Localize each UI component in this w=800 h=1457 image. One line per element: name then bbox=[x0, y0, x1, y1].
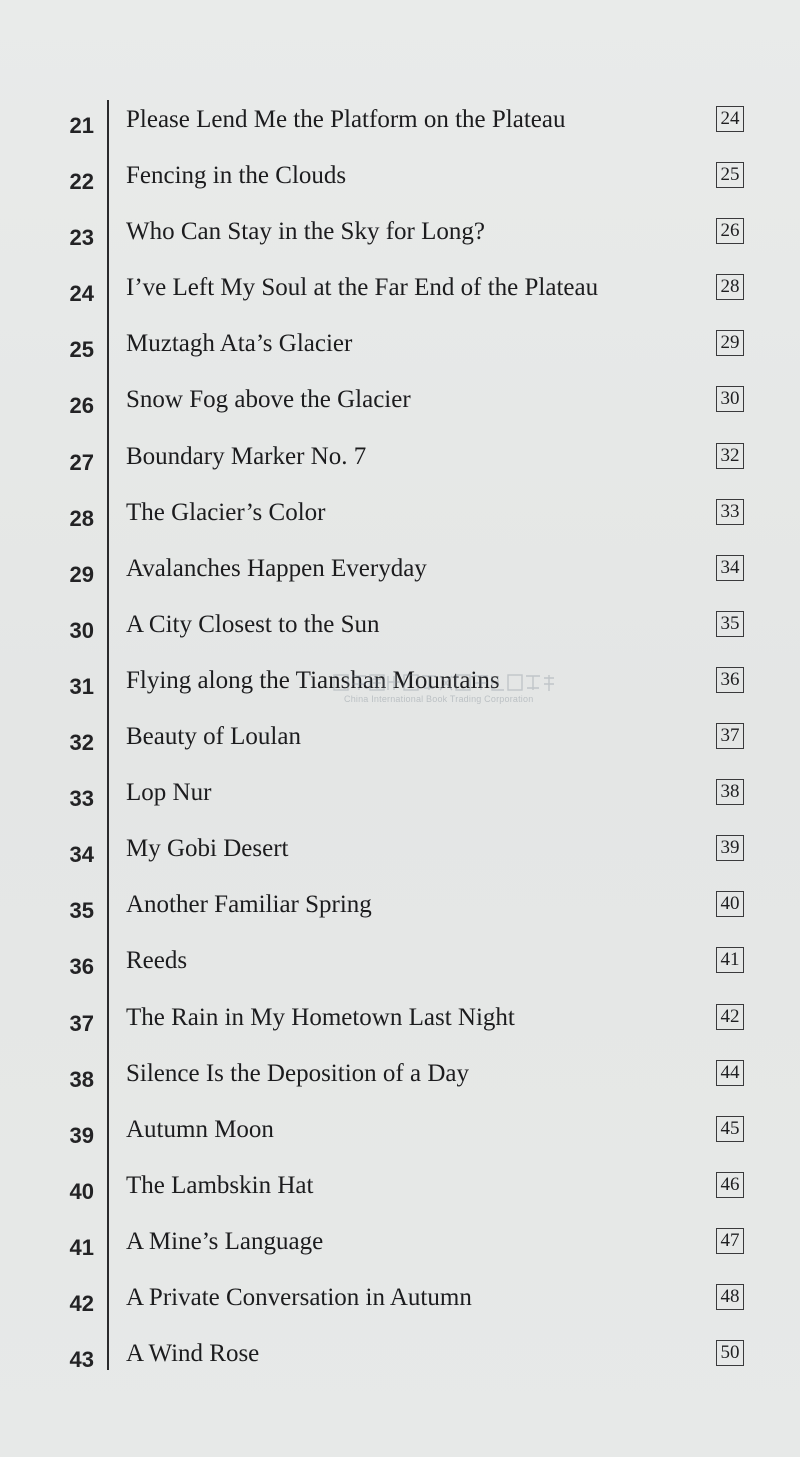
entry-number: 27 bbox=[69, 449, 94, 475]
entry-page-number: 37 bbox=[716, 723, 744, 749]
entry-number: 33 bbox=[69, 786, 94, 812]
entry-title[interactable]: Silence Is the Deposition of a Day bbox=[126, 1059, 469, 1087]
entry-number: 30 bbox=[69, 617, 94, 643]
entry-page-number: 25 bbox=[716, 162, 744, 188]
entry-number: 41 bbox=[69, 1234, 94, 1260]
table-of-contents bbox=[0, 98, 800, 1388]
entry-title[interactable]: The Glacier’s Color bbox=[126, 498, 326, 526]
entry-title[interactable]: A City Closest to the Sun bbox=[126, 610, 380, 638]
entry-page-number: 50 bbox=[716, 1340, 744, 1366]
entry-page-number: 42 bbox=[716, 1004, 744, 1030]
toc-entry[interactable] bbox=[0, 1332, 800, 1388]
entry-page-number: 38 bbox=[716, 779, 744, 805]
entry-page-number: 41 bbox=[716, 947, 744, 973]
entry-number: 36 bbox=[69, 954, 94, 980]
entry-title[interactable]: Who Can Stay in the Sky for Long? bbox=[126, 218, 485, 246]
entry-page-number: 40 bbox=[716, 891, 744, 917]
entry-page-number: 35 bbox=[716, 611, 744, 637]
entry-title[interactable]: Avalanches Happen Everyday bbox=[126, 554, 427, 582]
entry-number: 22 bbox=[69, 169, 94, 195]
entry-number: 25 bbox=[69, 337, 94, 363]
toc-entry[interactable] bbox=[0, 435, 800, 491]
entry-page-number: 39 bbox=[716, 835, 744, 861]
toc-entry[interactable] bbox=[0, 98, 800, 154]
entry-page-number: 44 bbox=[716, 1060, 744, 1086]
entry-page-number: 33 bbox=[716, 499, 744, 525]
entry-page-number: 48 bbox=[716, 1284, 744, 1310]
toc-entry[interactable] bbox=[0, 883, 800, 939]
entry-number: 40 bbox=[69, 1178, 94, 1204]
entry-title[interactable]: Reeds bbox=[126, 947, 188, 975]
entry-number: 34 bbox=[69, 842, 94, 868]
entry-title[interactable]: Muztagh Ata’s Glacier bbox=[126, 330, 353, 358]
toc-entry[interactable] bbox=[0, 603, 800, 659]
toc-entry[interactable] bbox=[0, 1220, 800, 1276]
watermark-logo-icon bbox=[332, 672, 557, 694]
entry-title[interactable]: The Lambskin Hat bbox=[126, 1171, 314, 1199]
toc-entry[interactable] bbox=[0, 210, 800, 266]
watermark-text: China International Book Trading Corporation bbox=[344, 694, 534, 704]
entry-number: 43 bbox=[69, 1347, 94, 1373]
entry-title[interactable]: Snow Fog above the Glacier bbox=[126, 386, 411, 414]
entry-title[interactable]: A Wind Rose bbox=[126, 1340, 260, 1368]
toc-entry[interactable] bbox=[0, 547, 800, 603]
toc-entry[interactable] bbox=[0, 771, 800, 827]
entry-number: 21 bbox=[69, 113, 94, 138]
entry-page-number: 24 bbox=[716, 106, 744, 132]
entry-title[interactable]: Autumn Moon bbox=[126, 1115, 274, 1143]
toc-entry[interactable] bbox=[0, 939, 800, 995]
entry-number: 29 bbox=[69, 561, 94, 587]
entry-title[interactable]: Beauty of Loulan bbox=[126, 723, 301, 751]
entry-number: 24 bbox=[69, 281, 94, 307]
entry-number: 42 bbox=[69, 1290, 94, 1316]
entry-number: 38 bbox=[69, 1066, 94, 1092]
entry-number: 28 bbox=[69, 505, 94, 531]
entry-title[interactable]: Fencing in the Clouds bbox=[126, 162, 347, 190]
entry-page-number: 28 bbox=[716, 274, 744, 300]
entry-number: 26 bbox=[69, 393, 94, 419]
entry-number: 37 bbox=[69, 1010, 94, 1036]
toc-entry[interactable] bbox=[0, 715, 800, 771]
entry-page-number: 36 bbox=[716, 667, 744, 693]
entry-title[interactable]: A Mine’s Language bbox=[126, 1227, 324, 1255]
toc-entry[interactable] bbox=[0, 1276, 800, 1332]
entry-page-number: 32 bbox=[716, 443, 744, 469]
entry-number: 32 bbox=[69, 730, 94, 756]
entry-page-number: 46 bbox=[716, 1172, 744, 1198]
toc-entry[interactable] bbox=[0, 266, 800, 322]
entry-number: 39 bbox=[69, 1122, 94, 1148]
entry-number: 31 bbox=[69, 673, 94, 699]
toc-entry[interactable] bbox=[0, 322, 800, 378]
toc-entry[interactable] bbox=[0, 1108, 800, 1164]
toc-entry[interactable] bbox=[0, 1164, 800, 1220]
toc-entry[interactable] bbox=[0, 827, 800, 883]
publisher-watermark bbox=[292, 668, 562, 712]
toc-entry[interactable] bbox=[0, 378, 800, 434]
entry-number: 35 bbox=[69, 898, 94, 924]
entry-page-number: 34 bbox=[716, 555, 744, 581]
entry-title[interactable]: Lop Nur bbox=[126, 779, 212, 807]
entry-title[interactable]: Please Lend Me the Platform on the Plateau bbox=[126, 106, 566, 133]
toc-entry[interactable] bbox=[0, 154, 800, 210]
toc-entry[interactable] bbox=[0, 996, 800, 1052]
entry-number: 23 bbox=[69, 225, 94, 251]
toc-entry[interactable] bbox=[0, 1052, 800, 1108]
entry-title[interactable]: A Private Conversation in Autumn bbox=[126, 1283, 472, 1311]
entry-title[interactable]: Boundary Marker No. 7 bbox=[126, 442, 367, 470]
entry-page-number: 47 bbox=[716, 1228, 744, 1254]
entry-title[interactable]: My Gobi Desert bbox=[126, 835, 289, 863]
entry-page-number: 26 bbox=[716, 218, 744, 244]
entry-title[interactable]: I’ve Left My Soul at the Far End of the Plateau bbox=[126, 274, 599, 302]
entry-title[interactable]: Another Familiar Spring bbox=[126, 891, 372, 919]
entry-title[interactable]: The Rain in My Hometown Last Night bbox=[126, 1003, 515, 1031]
entry-page-number: 30 bbox=[716, 386, 744, 412]
toc-entry[interactable] bbox=[0, 491, 800, 547]
entry-page-number: 29 bbox=[716, 330, 744, 356]
entry-title[interactable]: Flying along the Tianshan Mountains bbox=[126, 666, 500, 694]
entry-page-number: 45 bbox=[716, 1116, 744, 1142]
